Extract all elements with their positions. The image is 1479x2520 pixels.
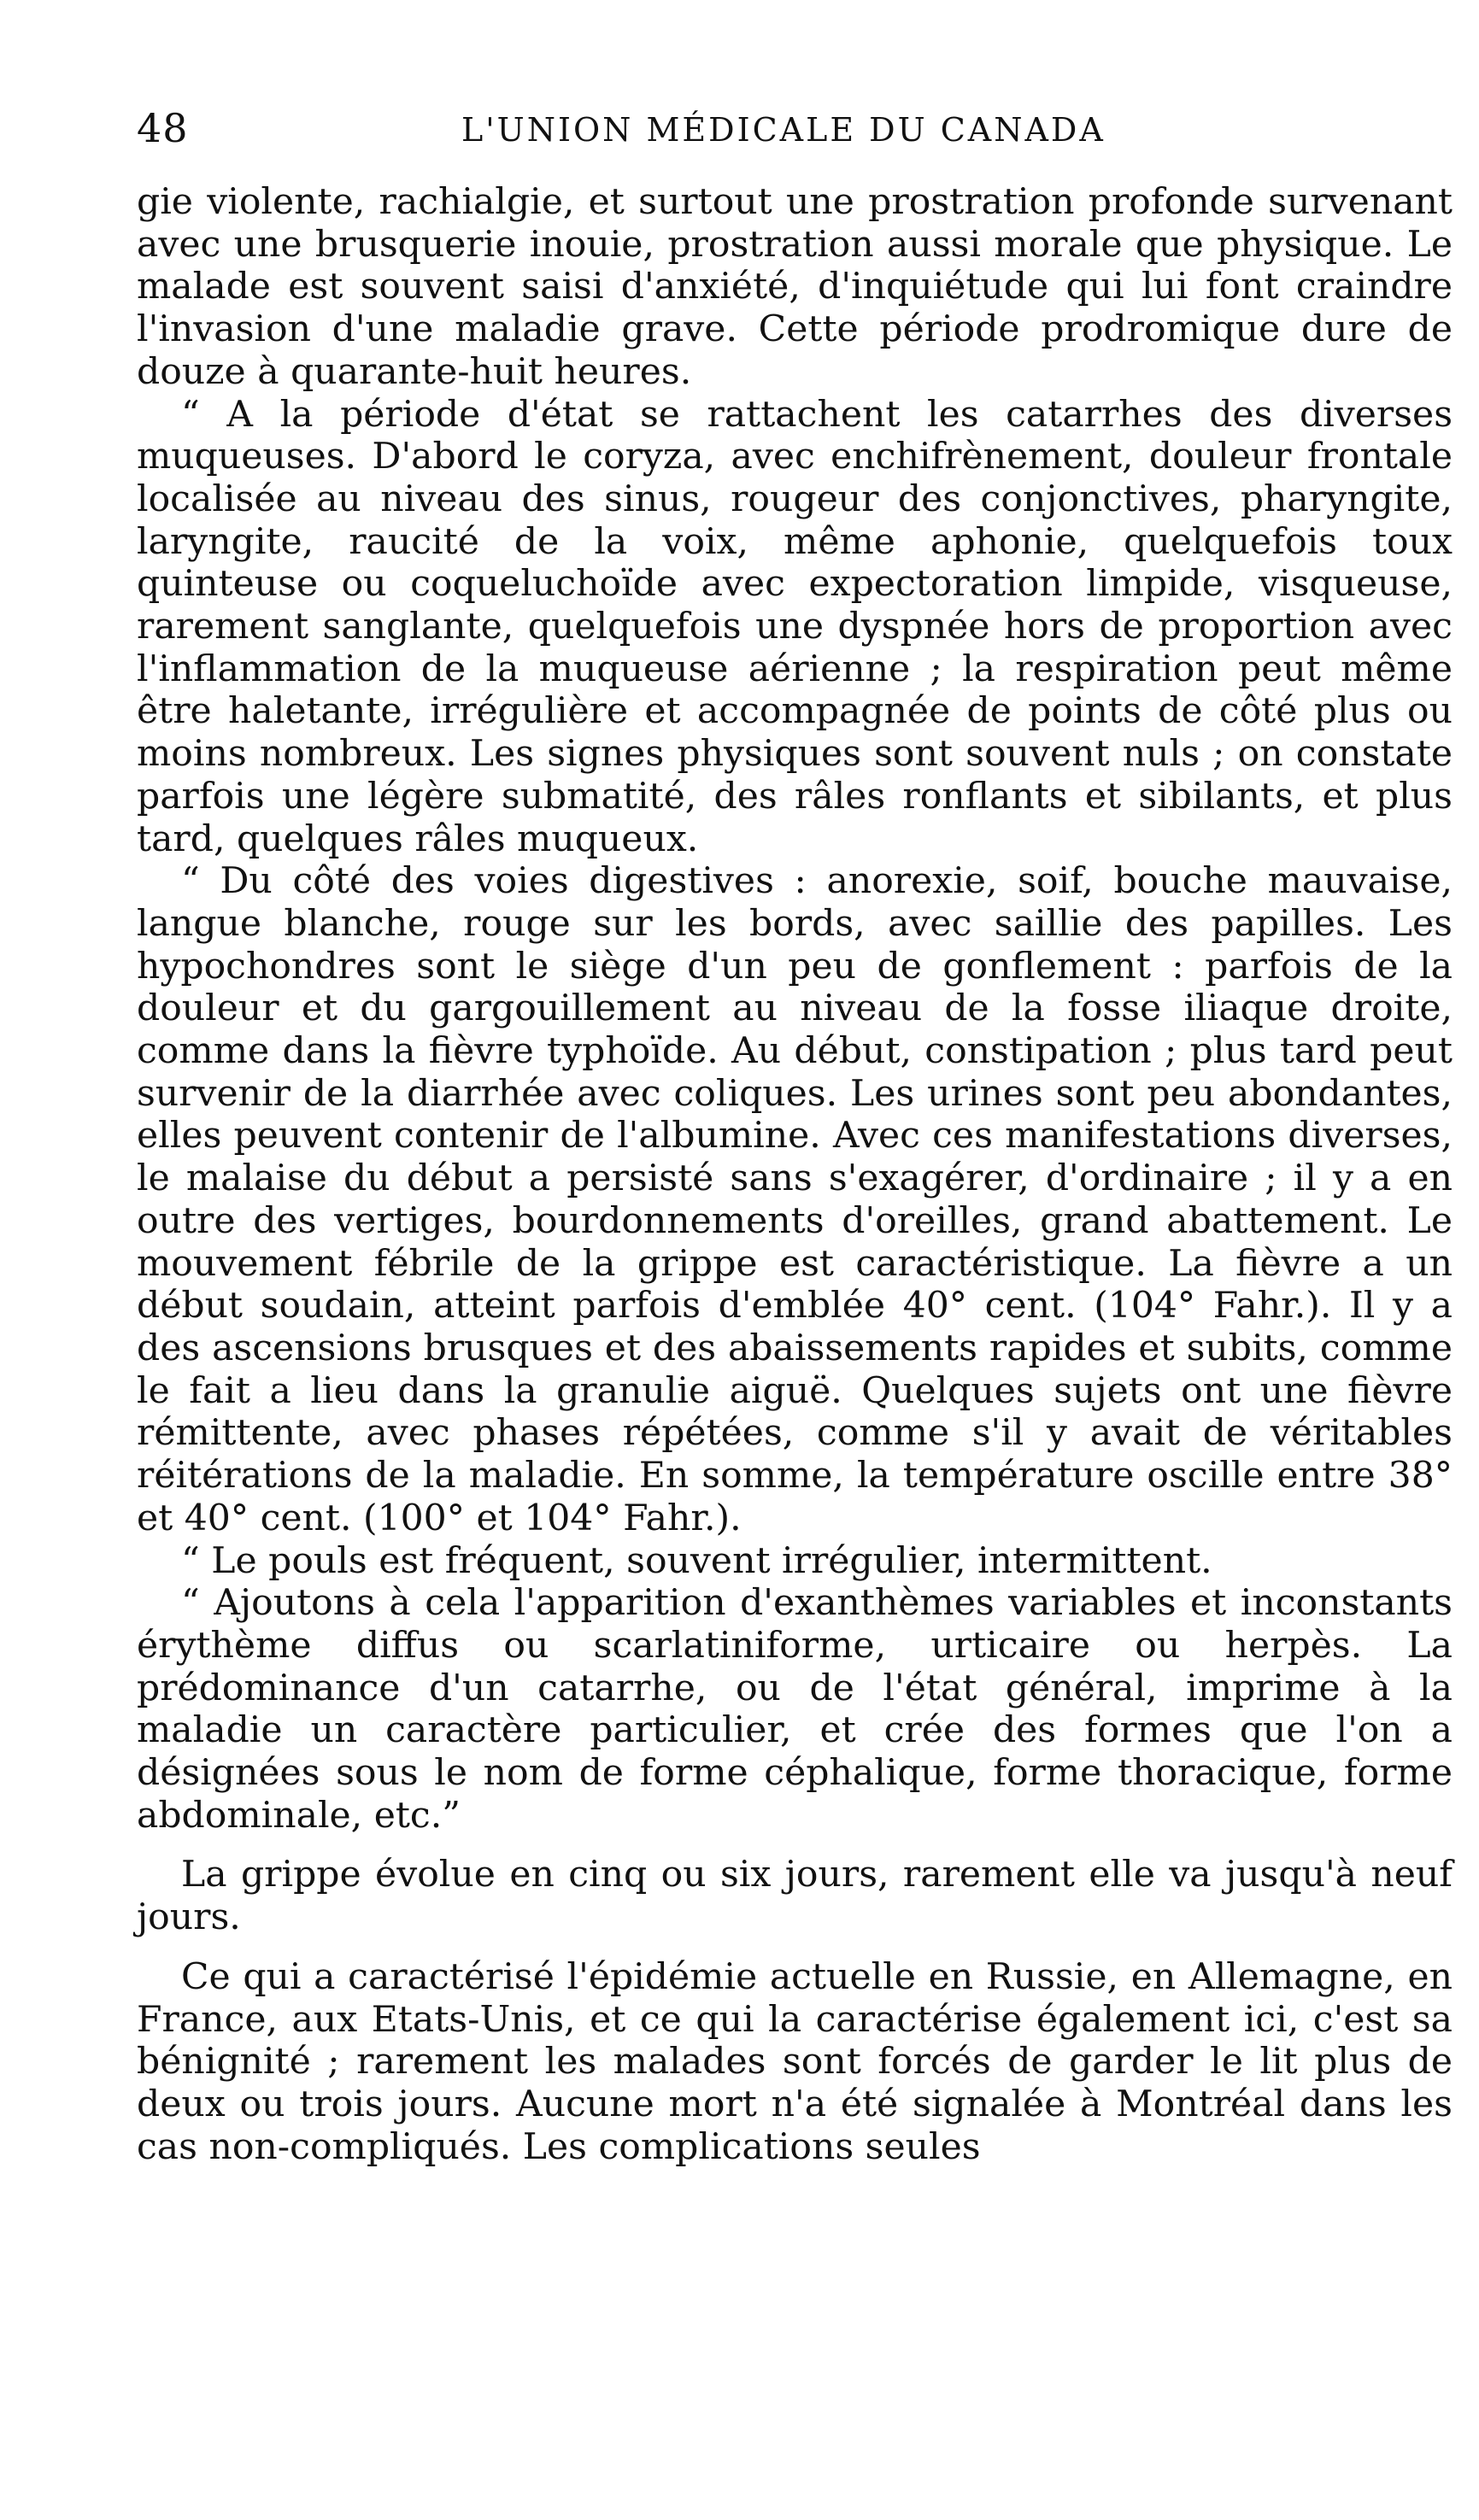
running-head [137, 103, 1418, 162]
journal-title: L'UNION MÉDICALE DU CANADA [461, 111, 1106, 149]
page-number: 48 [137, 105, 189, 151]
paragraph-exanthems: “ Ajoutons à cela l'apparition d'exanthèmes variables et inconstants érythème diffus ou scarlatiniforme, urticaire ou herpès. La prédominance d'un catarrhe, ou de l'état général, imprime à la maladie un caractère particulier, et crée des formes que l'on a désignées sous le nom de forme céphalique, forme thoracique, forme abdominale, etc.” [137, 1582, 1453, 1837]
paragraph-digestive-symptoms: “ Du côté des voies digestives : anorexie, soif, bouche mauvaise, langue blanche, rouge sur les bords, avec saillie des papilles. Les hypochondres sont le siège d'un peu de gonflement : parfois de la douleur et du gargouillement au niveau de la fosse iliaque droite, comme dans la fièvre typhoïde. Au début, constipation ; plus tard peut survenir de la diarrhée avec coliques. Les urines sont peu abondantes, elles peuvent contenir de l'albumine. Avec ces manifestations diverses, le malaise du début a persisté sans s'exagérer, d'ordinaire ; il y a en outre des vertiges, bourdonnements d'oreilles, grand abattement. Le mouvement fébrile de la grippe est caractéristique. La fièvre a un début soudain, atteint parfois d'emblée 40° cent. (104° Fahr.). Il y a des ascensions brusques et des abaissements rapides et subits, comme le fait a lieu dans la granulie aiguë. Quelques sujets ont une fièvre rémittente, avec phases répétées, comme s'il y avait de véritables réitérations de la maladie. En somme, la température oscille entre 38° et 40° cent. (100° et 104° Fahr.). [137, 860, 1453, 1539]
paragraph-continuation: gie violente, rachialgie, et surtout une prostration profonde survenant avec une brusquerie inouie, prostration aussi morale que physique. Le malade est souvent saisi d'anxiété, d'inquiétude qui lui font craindre l'invasion d'une maladie grave. Cette période prodromique dure de douze à quarante-huit heures. [137, 181, 1453, 393]
article-body [137, 181, 1453, 2168]
paragraph-epidemic: Ce qui a caractérisé l'épidémie actuelle en Russie, en Allemagne, en France, aux Etats-Unis, et ce qui la caractérise également ici, c'est sa bénignité ; rarement les malades sont forcés de garder le lit plus de deux ou trois jours. Aucune mort n'a été signalée à Montréal dans les cas non-compliqués. Les complications seules [137, 1955, 1453, 2168]
paragraph-duration: La grippe évolue en cinq ou six jours, rarement elle va jusqu'à neuf jours. [137, 1854, 1453, 1939]
paragraph-catarrhs: “ A la période d'état se rattachent les catarrhes des diverses muqueuses. D'abord le coryza, avec enchifrènement, douleur frontale localisée au niveau des sinus, rougeur des conjonctives, pharyngite, laryngite, raucité de la voix, même aphonie, quelquefois toux quinteuse ou coqueluchoïde avec expectoration limpide, visqueuse, rarement sanglante, quelquefois une dyspnée hors de proportion avec l'inflammation de la muqueuse aérienne ; la respiration peut même être haletante, irrégulière et accompagnée de points de côté plus ou moins nombreux. Les signes physiques sont souvent nuls ; on constate parfois une légère submatité, des râles ronflants et sibilants, et plus tard, quelques râles muqueux. [137, 393, 1453, 860]
paragraph-pulse: “ Le pouls est fréquent, souvent irrégulier, intermittent. [181, 1539, 1212, 1582]
